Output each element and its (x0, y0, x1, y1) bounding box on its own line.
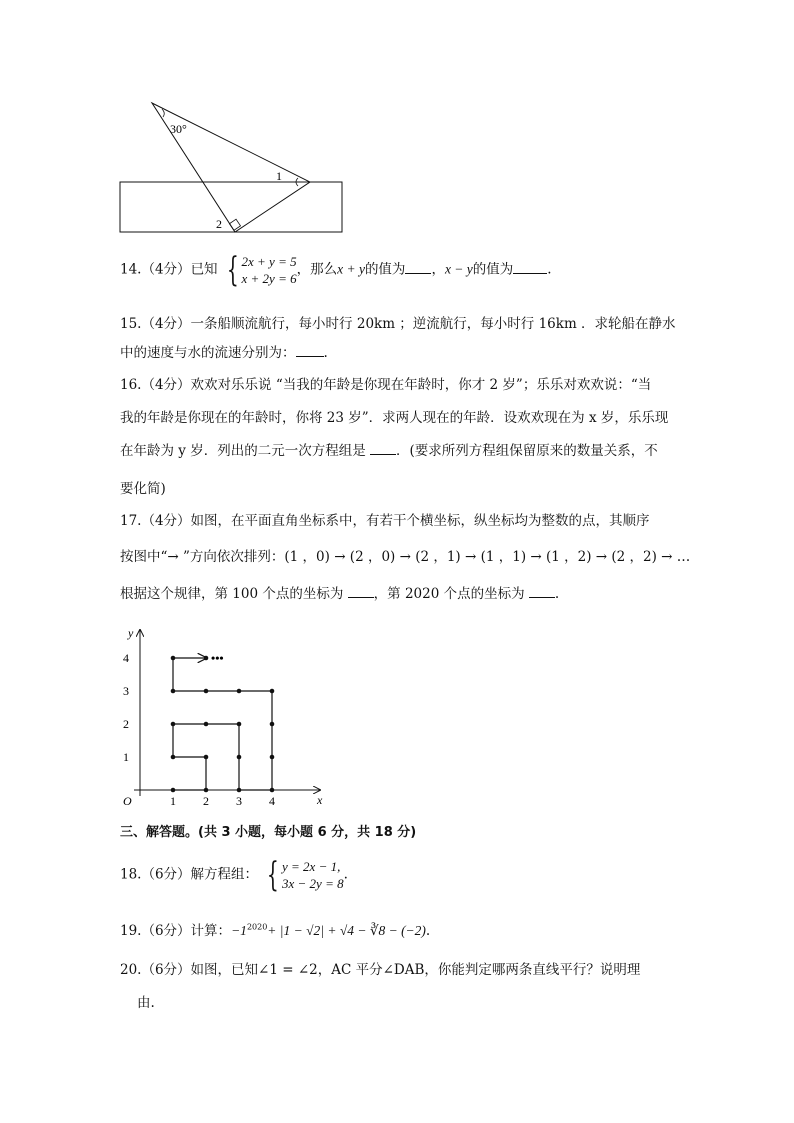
q17-end: . (554, 586, 560, 602)
q15-line-2-text: 中的速度与水的流速分别为： (120, 345, 296, 361)
q14-number: 14.（4分） (120, 261, 191, 278)
q14-end: . (547, 261, 552, 278)
q19-exponent: 2020 (246, 922, 268, 932)
q14-mid4: 的值为 (472, 261, 514, 278)
q14-expr1: x + y (337, 261, 365, 277)
y-tick-label: 3 (123, 684, 129, 698)
continuation-dots: ••• (211, 651, 224, 665)
path-point (204, 788, 209, 793)
y-tick-label: 1 (123, 750, 129, 764)
path-point (270, 788, 275, 793)
q14-equation-system (222, 250, 297, 290)
q16-line-3b: ．(要求所列方程组保留原来的数量关系，不 (396, 443, 658, 459)
q20-line-2: 由. (137, 995, 155, 1011)
q14-pre: 已知 (190, 261, 218, 278)
path-point (237, 722, 242, 727)
q18-eq1: y = 2x − 1, (282, 859, 341, 874)
y-tick-label: 2 (123, 717, 129, 731)
x-tick-label: 4 (269, 794, 275, 808)
q19-number: 19.（6分）计算： (120, 923, 232, 939)
x-tick-label: 2 (203, 794, 209, 808)
q16-line-3a: 在年龄为 y 岁．列出的二元一次方程组是 (120, 443, 370, 459)
q20-line-1: 20.（6分）如图，已知∠1 = ∠2，AC 平分∠DAB，你能判定哪两条直线平行？说明理 (120, 962, 641, 978)
path-point (171, 788, 176, 793)
q14-answer-blank-2[interactable] (513, 261, 547, 274)
q19-term-1: −1 (231, 923, 247, 938)
q14-mid2: 的值为 (364, 261, 406, 278)
q17-answer-blank-1[interactable] (348, 585, 374, 598)
origin-label: O (123, 794, 132, 808)
question-17-line-3 (120, 582, 559, 602)
q14-answer-blank-1[interactable] (405, 261, 431, 274)
q17-answer-blank-2[interactable] (529, 585, 555, 598)
section-3-header: 三、解答题。(共 3 小题，每小题 6 分，共 18 分) (120, 825, 417, 840)
path-point (270, 722, 275, 727)
q17-line-3b: ，第 2020 个点的坐标为 (373, 586, 529, 602)
angle-30-label: 30° (170, 122, 187, 136)
y-tick-label: 4 (123, 651, 129, 665)
path-point (237, 689, 242, 694)
q16-line-4: 要化简) (120, 481, 166, 497)
x-axis-label: x (317, 793, 323, 807)
q14-expr2: x − y (444, 261, 473, 277)
question-19 (120, 919, 430, 939)
path-point (270, 689, 275, 694)
angle-1-label: 1 (276, 169, 282, 183)
right-angle-mark (229, 219, 240, 230)
angle-30-arc (162, 109, 164, 117)
q18-number: 18.（6分）解方程组： (120, 866, 259, 883)
path-point (204, 755, 209, 760)
q18-end: . (343, 866, 348, 883)
x-tick-label: 1 (170, 794, 176, 808)
q19-term-2: + |1 − √2| + √4 − ∛8 − (−2) (267, 923, 426, 938)
brace-icon: { (226, 250, 239, 290)
q16-line-1: 16.（4分）欢欢对乐乐说 “当我的年龄是你现在年龄时，你才 2 岁”；乐乐对欢欢说：“当 (120, 377, 652, 393)
coordinate-path-chart (110, 600, 340, 815)
q14-mid3: ， (431, 261, 445, 278)
path-point (237, 788, 242, 793)
q18-eq2: 3x − 2y = 8 (282, 876, 344, 891)
path-point (171, 656, 176, 661)
q14-mid1: ，那么 (296, 261, 338, 278)
triangle-ruler-figure (110, 95, 360, 240)
path-point (171, 722, 176, 727)
brace-icon: { (267, 855, 280, 895)
question-16-line-3 (120, 439, 658, 459)
q15-end: . (323, 345, 328, 361)
path-point (237, 755, 242, 760)
q15-answer-blank[interactable] (296, 344, 324, 357)
question-15-line-2 (120, 341, 328, 361)
q17-line-3a: 根据这个规律，第 100 个点的坐标为 (120, 586, 348, 602)
q16-answer-blank[interactable] (370, 442, 396, 455)
x-tick-label: 3 (236, 794, 242, 808)
path-point (204, 689, 209, 694)
path-point (204, 722, 209, 727)
q17-line-1: 17.（4分）如图，在平面直角坐标系中，有若干个横坐标，纵坐标均为整数的点，其顺序 (120, 513, 650, 529)
question-18 (120, 855, 348, 895)
q18-equation-system (262, 855, 344, 895)
path-point (171, 689, 176, 694)
path-point (171, 755, 176, 760)
q14-eq1: 2x + y = 5 (241, 254, 297, 269)
path-point (204, 656, 209, 661)
path-point (270, 755, 275, 760)
angle-2-label: 2 (216, 217, 222, 231)
question-14 (120, 250, 552, 290)
q16-line-2: 我的年龄是你现在的年龄时，你将 23 岁”．求两人现在的年龄．设欢欢现在为 x 岁，乐乐现 (120, 410, 669, 426)
q19-end: . (425, 923, 431, 939)
q14-eq2: x + 2y = 6 (241, 271, 297, 286)
q15-line-1: 15.（4分）一条船顺流航行，每小时行 20km ；逆流航行，每小时行 16km ．求轮船在静水 (120, 316, 676, 332)
ruler-rect (120, 182, 342, 232)
q17-line-2: 按图中“→ ”方向依次排列：(1 ，0) → (2 ，0) → (2 ，1) → (1 ，1) → (1 ，2) → (2 ，2) → … (120, 549, 691, 565)
y-axis-label: y (128, 626, 134, 640)
